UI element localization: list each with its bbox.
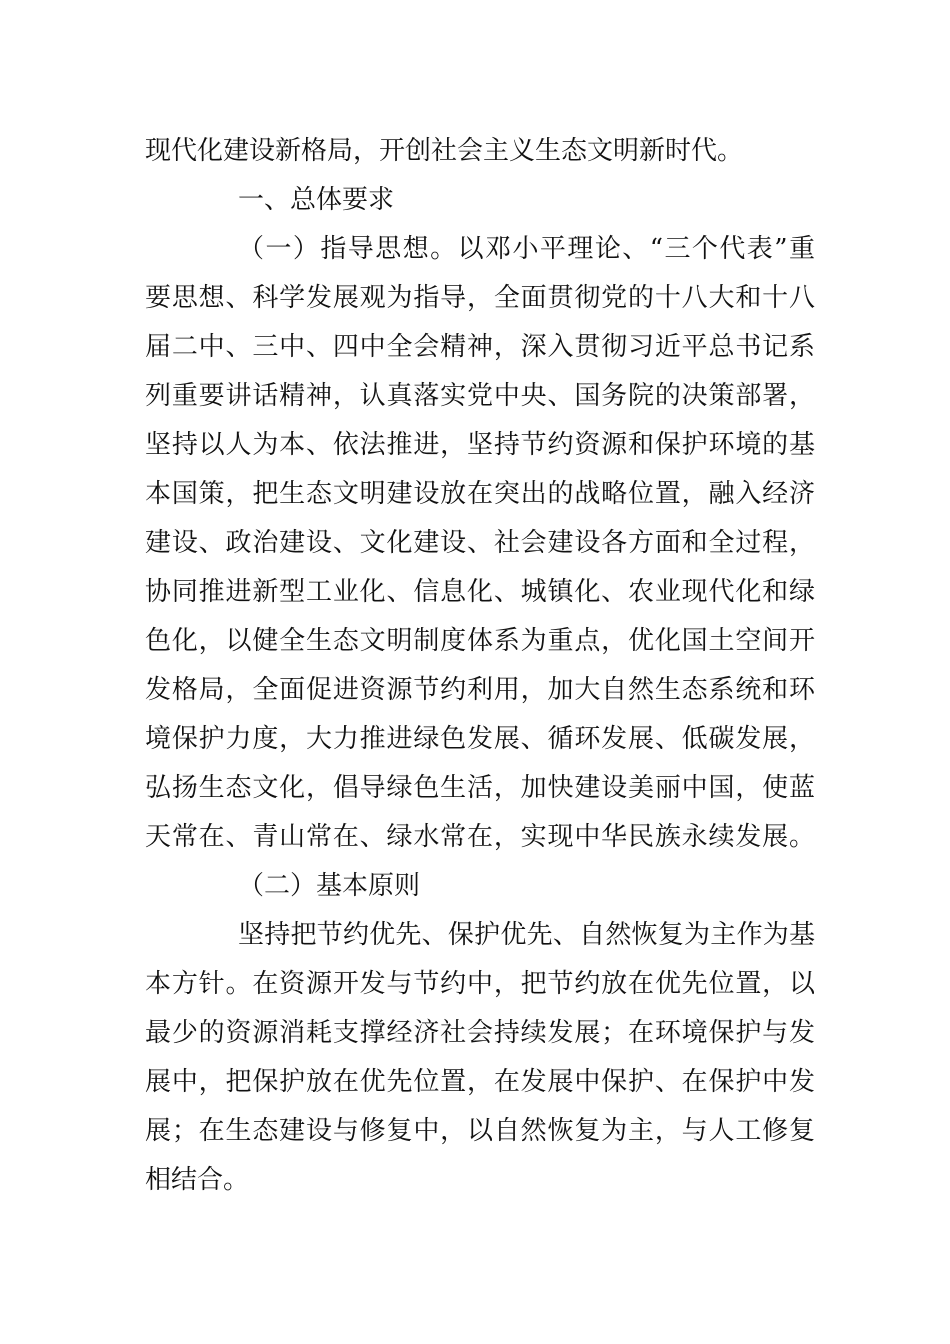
text-line-6: 列重要讲话精神，认真落实党中央、国务院的决策部署，: [145, 381, 815, 411]
text-line-20: 展中，把保护放在优先位置，在发展中保护、在保护中发: [145, 1067, 815, 1097]
text-line-15: 天常在、青山常在、绿水常在，实现中华民族永续发展。: [145, 822, 815, 852]
text-line-5: 届二中、三中、四中全会精神，深入贯彻习近平总书记系: [145, 332, 815, 362]
text-line-8: 本国策，把生态文明建设放在突出的战略位置，融入经济: [145, 479, 815, 509]
subsection-heading-principles: （二）基本原则: [238, 871, 421, 901]
text-line-9: 建设、政治建设、文化建设、社会建设各方面和全过程，: [145, 528, 815, 558]
subsection-heading-guiding-thought: （一）指导思想。以邓小平理论、“三个代表”重: [238, 234, 815, 264]
text-line-4: 要思想、科学发展观为指导，全面贯彻党的十八大和十八: [145, 283, 815, 313]
text-line-19: 最少的资源消耗支撑经济社会持续发展；在环境保护与发: [145, 1018, 815, 1048]
text-line-22: 相结合。: [145, 1165, 250, 1195]
text-line-12: 发格局，全面促进资源节约利用，加大自然生态系统和环: [145, 675, 815, 705]
text-line-18: 本方针。在资源开发与节约中，把节约放在优先位置，以: [145, 969, 815, 999]
text-line-13: 境保护力度，大力推进绿色发展、循环发展、低碳发展，: [145, 724, 815, 754]
text-line-7: 坚持以人为本、依法推进，坚持节约资源和保护环境的基: [145, 430, 815, 460]
text-line-21: 展；在生态建设与修复中，以自然恢复为主，与人工修复: [145, 1116, 815, 1146]
text-line-1: 现代化建设新格局，开创社会主义生态文明新时代。: [145, 136, 744, 166]
text-line-17: 坚持把节约优先、保护优先、自然恢复为主作为基: [238, 920, 815, 950]
section-heading: 一、总体要求: [238, 185, 395, 215]
text-line-14: 弘扬生态文化，倡导绿色生活，加快建设美丽中国，使蓝: [145, 773, 815, 803]
text-line-10: 协同推进新型工业化、信息化、城镇化、农业现代化和绿: [145, 577, 815, 607]
text-line-11: 色化，以健全生态文明制度体系为重点，优化国土空间开: [145, 626, 815, 656]
